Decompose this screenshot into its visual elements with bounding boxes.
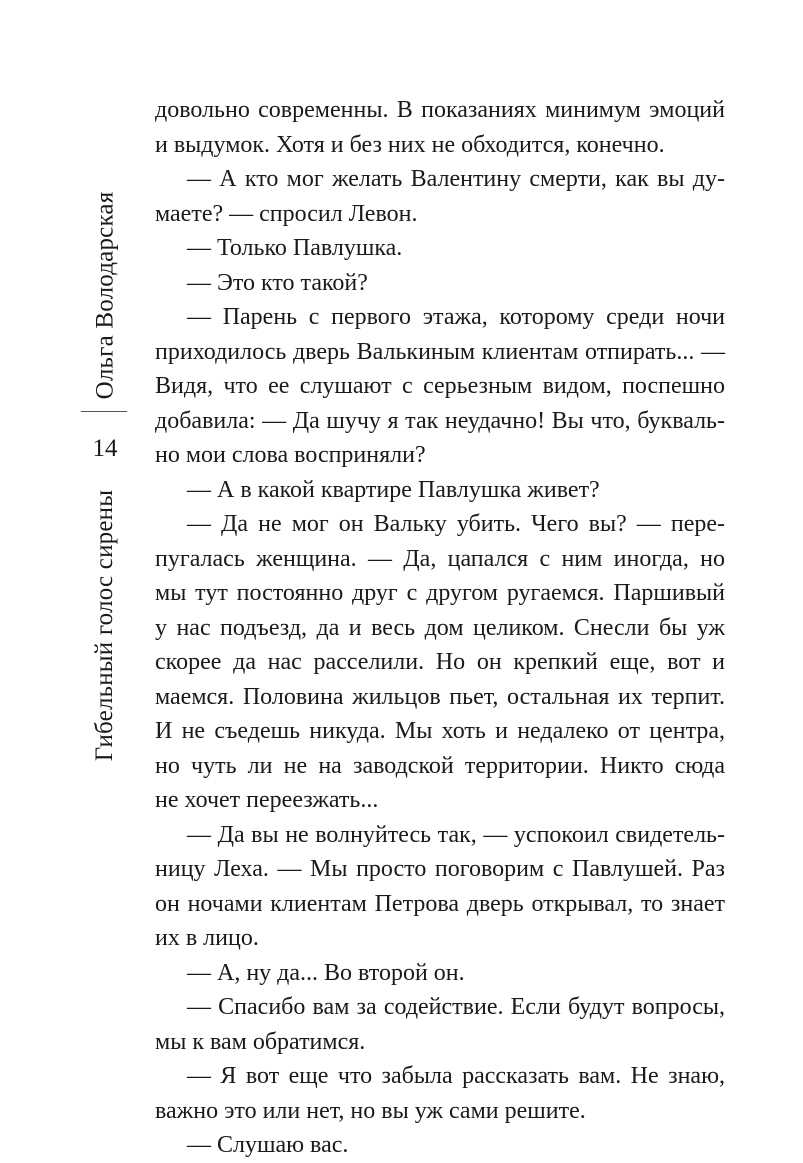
text-line: маемся. Половина жильцов пьет, остальная их терпит.: [155, 683, 725, 710]
text-line: довольно современны. В показаниях минимум эмоций: [155, 97, 725, 123]
text-line: не хочет переезжать...: [155, 787, 379, 813]
text-line: — А в какой квартире Павлушка живет?: [187, 476, 600, 503]
text-line: скорее да нас расселили. Но он крепкий еще, вот и: [155, 649, 725, 675]
text-line: — Я вот еще что забыла рассказать вам. Не знаю,: [187, 1063, 725, 1089]
author-name: Ольга Володарская: [91, 191, 119, 399]
running-head-author: [82, 185, 128, 405]
text-line: — Парень с первого этажа, которому среди ночи: [187, 304, 725, 330]
text-line: — Да не мог он Вальку убить. Чего вы? — пере-: [187, 511, 725, 537]
text-line: пугалась женщина. — Да, цапался с ним иногда, но: [155, 545, 725, 572]
text-line: важно это или нет, но вы уж сами решите.: [155, 1097, 586, 1124]
text-line: — Только Павлушка.: [187, 235, 403, 261]
page-number: 14: [92, 435, 118, 462]
text-line: приходилось дверь Валькиным клиентам отпирать... —: [155, 338, 725, 365]
text-line: И не съедешь никуда. Мы хоть и недалеко от центра,: [155, 718, 725, 744]
text-line: и выдумок. Хотя и без них не обходится, конечно.: [155, 131, 665, 158]
text-line: — Да вы не волнуйтесь так, — успокоил свидетель-: [187, 821, 725, 848]
text-line: маете? — спросил Левон.: [155, 200, 418, 227]
text-line: — А, ну да... Во второй он.: [187, 959, 465, 986]
text-line: их в лицо.: [155, 925, 259, 951]
text-line: — Это кто такой?: [187, 269, 368, 296]
text-line: — Спасибо вам за содействие. Если будут вопросы,: [187, 994, 725, 1020]
running-head-divider: [81, 411, 127, 412]
text-line: мы тут постоянно друг с другом ругаемся. Паршивый: [155, 580, 725, 606]
text-line: — Слушаю вас.: [187, 1132, 349, 1158]
text-line: но мои слова восприняли?: [155, 442, 426, 468]
text-line: мы к вам обратимся.: [155, 1028, 366, 1055]
text-line: Видя, что ее слушают с серьезным видом, поспешно: [155, 373, 725, 399]
book-title: Гибельный голос сирены: [91, 489, 119, 761]
body-text: [155, 93, 725, 1163]
running-head-title: [82, 480, 128, 770]
text-line: он ночами клиентам Петрова дверь открывал, то знает: [155, 890, 725, 917]
text-line: — А кто мог желать Валентину смерти, как вы ду-: [187, 166, 725, 192]
text-line: у нас подъезд, да и весь дом целиком. Снесли бы уж: [155, 614, 725, 641]
text-line: ницу Леха. — Мы просто поговорим с Павлушей. Раз: [155, 856, 725, 882]
text-line: но чуть ли не на заводской территории. Никто сюда: [155, 752, 725, 779]
text-line: добавила: — Да шучу я так неудачно! Вы что, букваль-: [155, 407, 725, 434]
